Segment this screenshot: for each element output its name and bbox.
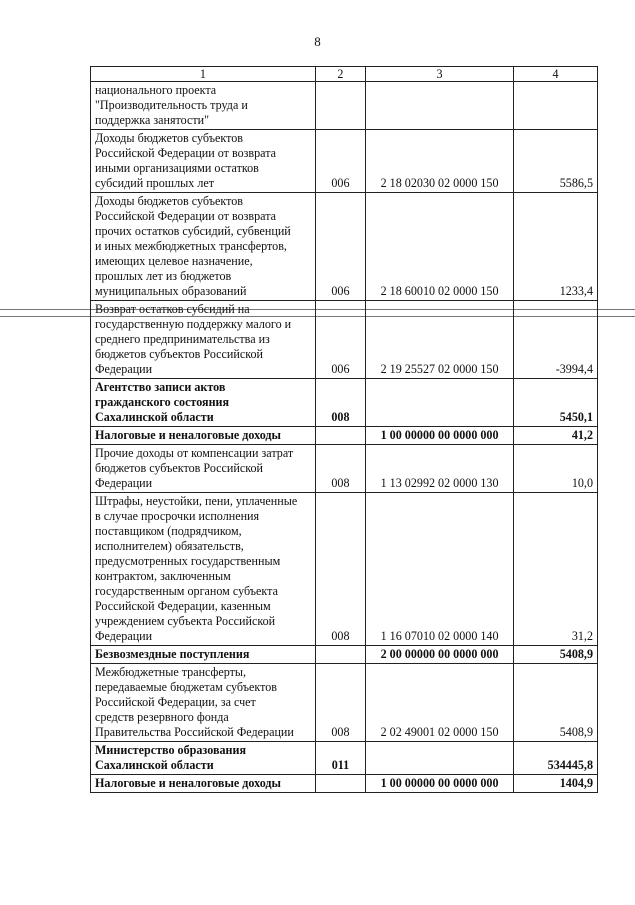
row-amount-cell: 31,2 <box>514 493 598 646</box>
column-header: 1 <box>91 67 316 82</box>
row-amount-cell: 5408,9 <box>514 664 598 742</box>
row-admin-code-cell <box>315 82 365 130</box>
row-budget-code-cell: 1 16 07010 02 0000 140 <box>366 493 514 646</box>
row-admin-code-cell: 006 <box>315 130 365 193</box>
row-admin-code-cell <box>315 646 365 664</box>
table-row <box>91 646 598 664</box>
row-admin-code-cell: 008 <box>315 379 365 427</box>
row-admin-code-cell: 006 <box>315 193 365 301</box>
row-admin-code-cell: 008 <box>315 445 365 493</box>
row-budget-code-cell: 1 00 00000 00 0000 000 <box>366 775 514 793</box>
row-budget-code-cell: 2 02 49001 02 0000 150 <box>366 664 514 742</box>
row-name-cell: Налоговые и неналоговые доходы <box>91 775 316 793</box>
row-name-cell: Возврат остатков субсидий на государственную поддержку малого и среднего предпринимательства из бюджетов субъектов Российской Федерации <box>91 301 316 379</box>
row-budget-code-cell: 1 13 02992 02 0000 130 <box>366 445 514 493</box>
row-amount-cell <box>514 82 598 130</box>
row-amount-cell: 534445,8 <box>514 742 598 775</box>
table-row <box>91 493 598 646</box>
table-row <box>91 301 598 379</box>
table-row <box>91 664 598 742</box>
row-name-cell: национального проекта "Производительность труда и поддержка занятости" <box>91 82 316 130</box>
column-header: 2 <box>315 67 365 82</box>
table-row <box>91 379 598 427</box>
row-amount-cell: -3994,4 <box>514 301 598 379</box>
row-admin-code-cell: 011 <box>315 742 365 775</box>
row-name-cell: Агентство записи актов гражданского состояния Сахалинской области <box>91 379 316 427</box>
row-name-cell: Министерство образования Сахалинской области <box>91 742 316 775</box>
row-name-cell: Доходы бюджетов субъектов Российской Федерации от возврата иными организациями остатков субсидий прошлых лет <box>91 130 316 193</box>
row-amount-cell: 10,0 <box>514 445 598 493</box>
row-admin-code-cell: 006 <box>315 301 365 379</box>
row-budget-code-cell: 2 19 25527 02 0000 150 <box>366 301 514 379</box>
page-number: 8 <box>314 34 321 49</box>
row-name-cell: Межбюджетные трансферты, передаваемые бюджетам субъектов Российской Федерации, за счет средств резервного фонда Правительства Российской Федерации <box>91 664 316 742</box>
table-row <box>91 193 598 301</box>
row-amount-cell: 5450,1 <box>514 379 598 427</box>
row-admin-code-cell: 008 <box>315 664 365 742</box>
row-admin-code-cell: 008 <box>315 493 365 646</box>
row-budget-code-cell: 2 00 00000 00 0000 000 <box>366 646 514 664</box>
row-amount-cell: 1404,9 <box>514 775 598 793</box>
row-name-cell: Безвозмездные поступления <box>91 646 316 664</box>
row-amount-cell: 5408,9 <box>514 646 598 664</box>
row-amount-cell: 5586,5 <box>514 130 598 193</box>
table-header-row <box>91 67 598 82</box>
row-amount-cell: 41,2 <box>514 427 598 445</box>
table-row <box>91 742 598 775</box>
row-name-cell: Доходы бюджетов субъектов Российской Федерации от возврата прочих остатков субсидий, субвенций и иных межбюджетных трансфертов, имеющих целевое назначение, прошлых лет из бюджетов муниципальных образований <box>91 193 316 301</box>
row-budget-code-cell <box>366 379 514 427</box>
row-name-cell: Прочие доходы от компенсации затрат бюджетов субъектов Российской Федерации <box>91 445 316 493</box>
row-budget-code-cell: 2 18 60010 02 0000 150 <box>366 193 514 301</box>
revenue-table <box>90 66 598 793</box>
table-row <box>91 130 598 193</box>
row-budget-code-cell: 1 00 00000 00 0000 000 <box>366 427 514 445</box>
row-amount-cell: 1233,4 <box>514 193 598 301</box>
table-row <box>91 427 598 445</box>
table-row <box>91 445 598 493</box>
row-budget-code-cell <box>366 742 514 775</box>
table-row <box>91 775 598 793</box>
row-admin-code-cell <box>315 775 365 793</box>
column-header: 4 <box>514 67 598 82</box>
row-admin-code-cell <box>315 427 365 445</box>
column-header: 3 <box>366 67 514 82</box>
row-budget-code-cell <box>366 82 514 130</box>
row-name-cell: Штрафы, неустойки, пени, уплаченные в случае просрочки исполнения поставщиком (подрядчиком, исполнителем) обязательств, предусмотренных государственным контрактом, заключенным государственным органом субъекта Российской Федерации, казенным учреждением субъекта Российской Федерации <box>91 493 316 646</box>
row-budget-code-cell: 2 18 02030 02 0000 150 <box>366 130 514 193</box>
row-name-cell: Налоговые и неналоговые доходы <box>91 427 316 445</box>
table-row <box>91 82 598 130</box>
